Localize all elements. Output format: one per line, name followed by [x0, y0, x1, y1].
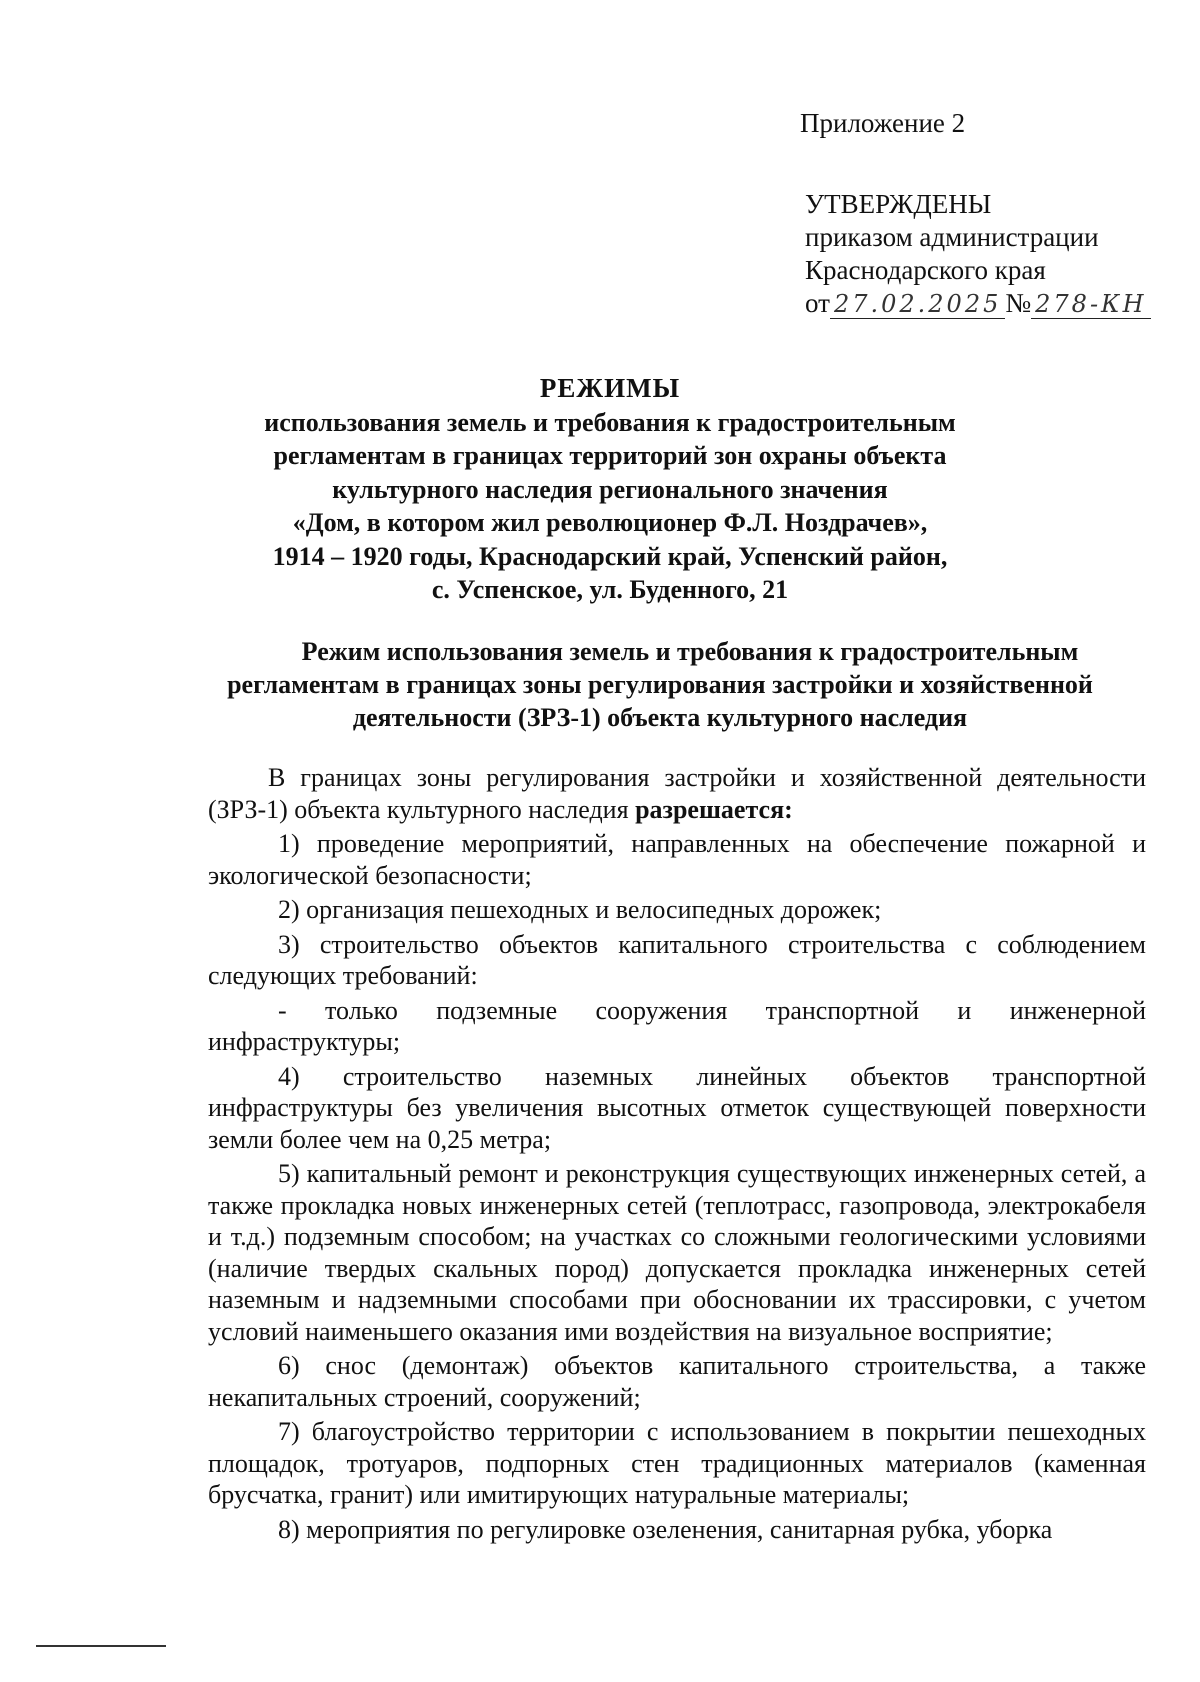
number-prefix: №: [1005, 288, 1032, 318]
title-line: культурного наследия регионального значения: [332, 474, 888, 504]
title-main: РЕЖИМЫ: [539, 373, 681, 403]
intro-text: В границах зоны регулирования застройки и хозяйственной деятельности (ЗРЗ-1) объекта культурного наследия: [208, 763, 1146, 824]
title-line: использования земель и требования к градостроительным: [264, 407, 956, 437]
title-line: «Дом, в котором жил революционер Ф.Л. Ноздрачев»,: [292, 508, 928, 537]
list-item: 6) снос (демонтаж) объектов капитального строительства, а также некапитальных строений, сооружений;: [208, 1351, 1146, 1412]
handwritten-number: 278-КН: [1031, 290, 1150, 319]
approved-line-1: приказом администрации: [805, 222, 1099, 252]
section-heading-line: деятельности (ЗРЗ-1) объекта культурного наследия: [352, 703, 968, 732]
list-item: 2) организация пешеходных и велосипедных дорожек;: [278, 895, 882, 924]
intro-paragraph: [208, 762, 1146, 825]
list-item: 8) мероприятия по регулировке озеленения, санитарная рубка, уборка: [278, 1514, 1053, 1544]
list-item: 1) проведение мероприятий, направленных на обеспечение пожарной и экологической безопасности;: [208, 829, 1146, 890]
footnote-rule: [36, 1645, 166, 1647]
title-line: регламентам в границах территорий зон охраны объекта: [273, 441, 947, 470]
date-prefix: от: [805, 288, 830, 318]
handwritten-date: 27.02.2025: [830, 290, 1005, 319]
date-number-line: [805, 287, 1151, 321]
approved-line-2: Краснодарского края: [805, 255, 1046, 285]
section-heading-line: регламентам в границах зоны регулирования застройки и хозяйственной: [227, 670, 1093, 699]
list-item: 5) капитальный ремонт и реконструкция существующих инженерных сетей, а также прокладка новых инженерных сетей (теплотрасс, газопровода, электрокабеля и т.д.) подземным способом; на участках со сложными геологическими условиями (наличие твердых скальных пород) допускается прокладка инженерных сетей наземным и надземными способами при обосновании их трассировки, с учетом условий наименьшего оказания ими воздействия на визуальное восприятие;: [208, 1159, 1146, 1346]
list-item: - только подземные сооружения транспортной и инженерной инфраструктуры;: [208, 995, 1146, 1056]
intro-bold: разрешается:: [635, 794, 793, 824]
list-item: 3) строительство объектов капитального строительства с соблюдением следующих требований:: [208, 929, 1146, 990]
approved-title: УТВЕРЖДЕНЫ: [805, 189, 992, 219]
title-line: 1914 – 1920 годы, Краснодарский край, Успенский район,: [272, 541, 948, 571]
section-heading-line: Режим использования земель и требования к градостроительным: [301, 637, 1079, 666]
title-line: с. Успенское, ул. Буденного, 21: [431, 575, 789, 604]
section-heading: [180, 635, 1140, 734]
list-item: 7) благоустройство территории с использованием в покрытии пешеходных площадок, тротуаров, подпорных стен традиционных материалов (каменная брусчатка, гранит) или имитирующих натуральные материалы;: [208, 1417, 1146, 1509]
list-item: 4) строительство наземных линейных объектов транспортной инфраструктуры без увеличения высотных отметок существующей поверхности земли более чем на 0,25 метра;: [208, 1061, 1146, 1154]
approval-block: [805, 188, 1151, 321]
appendix-label: Приложение 2: [800, 108, 966, 138]
document-body: [208, 762, 1146, 1545]
document-title: [200, 372, 1020, 607]
